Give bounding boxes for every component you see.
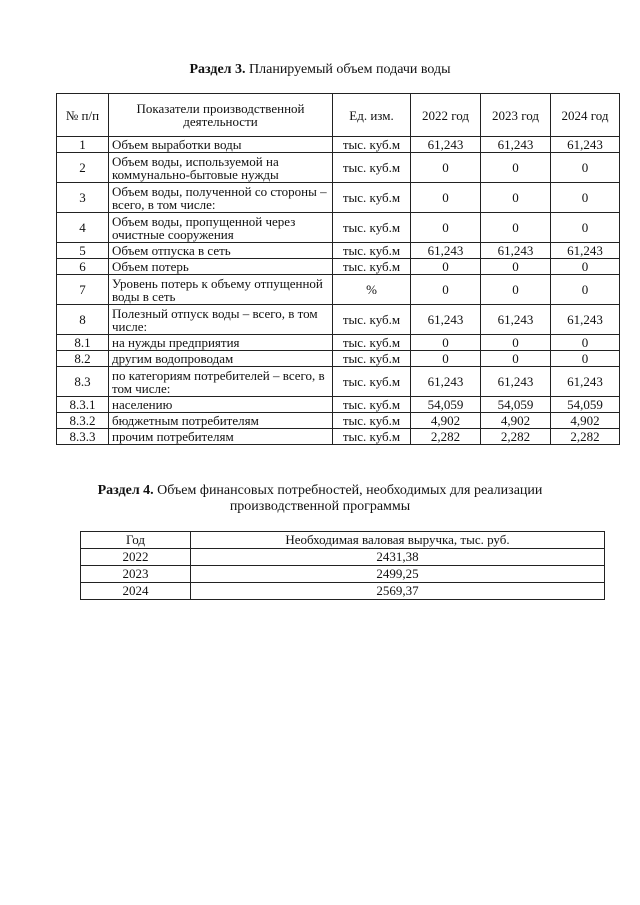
row-unit: тыс. куб.м — [333, 213, 411, 243]
row-number: 8.3.3 — [57, 429, 109, 445]
row-value-2024: 54,059 — [551, 397, 620, 413]
row-indicator: Объем воды, пропущенной через очистные сооружения — [109, 213, 333, 243]
row-value-2022: 61,243 — [411, 305, 481, 335]
row-unit: тыс. куб.м — [333, 305, 411, 335]
table-row — [57, 305, 620, 335]
row-value-2024: 61,243 — [551, 305, 620, 335]
row-value-2022: 0 — [411, 335, 481, 351]
row-indicator: бюджетным потребителям — [109, 413, 333, 429]
row-year: 2024 — [81, 583, 191, 600]
row-value-2022: 0 — [411, 259, 481, 275]
row-value-2024: 0 — [551, 259, 620, 275]
section4-title-line1: Объем финансовых потребностей, необходимых для реализации — [153, 483, 543, 498]
row-unit: тыс. куб.м — [333, 243, 411, 259]
row-number: 3 — [57, 183, 109, 213]
table-row — [57, 413, 620, 429]
finance-table — [80, 531, 605, 600]
row-year: 2023 — [81, 566, 191, 583]
row-value-2023: 0 — [481, 183, 551, 213]
row-value-2022: 0 — [411, 153, 481, 183]
row-value-2022: 4,902 — [411, 413, 481, 429]
row-unit: тыс. куб.м — [333, 137, 411, 153]
row-value-2023: 0 — [481, 351, 551, 367]
row-value-2024: 2,282 — [551, 429, 620, 445]
row-unit: тыс. куб.м — [333, 259, 411, 275]
row-value-2023: 0 — [481, 153, 551, 183]
row-value-2022: 0 — [411, 275, 481, 305]
row-value-2024: 0 — [551, 183, 620, 213]
row-indicator: Объем выработки воды — [109, 137, 333, 153]
section3-title — [0, 62, 640, 78]
row-number: 8.1 — [57, 335, 109, 351]
row-indicator: Объем воды, используемой на коммунально-бытовые нужды — [109, 153, 333, 183]
row-indicator: Объем потерь — [109, 259, 333, 275]
row-value-2023: 0 — [481, 335, 551, 351]
header-2023: 2023 год — [481, 94, 551, 137]
row-unit: тыс. куб.м — [333, 183, 411, 213]
table-header-row — [57, 94, 620, 137]
table-row — [57, 351, 620, 367]
section4-title-line2: производственной программы — [229, 499, 411, 514]
row-value-2022: 0 — [411, 183, 481, 213]
row-value-2023: 4,902 — [481, 413, 551, 429]
row-value-2022: 54,059 — [411, 397, 481, 413]
row-indicator: Уровень потерь к объему отпущенной воды в сеть — [109, 275, 333, 305]
table-row — [81, 583, 605, 600]
row-value-2022: 0 — [411, 351, 481, 367]
row-value-2023: 0 — [481, 275, 551, 305]
table-row — [57, 429, 620, 445]
row-value-2023: 54,059 — [481, 397, 551, 413]
row-value-2023: 61,243 — [481, 137, 551, 153]
header-year: Год — [81, 532, 191, 549]
row-number: 2 — [57, 153, 109, 183]
row-unit: тыс. куб.м — [333, 153, 411, 183]
table-row — [81, 566, 605, 583]
row-value-2024: 61,243 — [551, 243, 620, 259]
table-row — [57, 153, 620, 183]
row-number: 8.3.2 — [57, 413, 109, 429]
row-number: 1 — [57, 137, 109, 153]
row-unit: % — [333, 275, 411, 305]
header-indicator: Показатели производственной деятельности — [109, 94, 333, 137]
row-unit: тыс. куб.м — [333, 429, 411, 445]
row-unit: тыс. куб.м — [333, 367, 411, 397]
row-indicator: Полезный отпуск воды – всего, в том числе: — [109, 305, 333, 335]
row-indicator: на нужды предприятия — [109, 335, 333, 351]
row-value-2024: 0 — [551, 213, 620, 243]
row-indicator: прочим потребителям — [109, 429, 333, 445]
table-row — [57, 183, 620, 213]
row-number: 8.2 — [57, 351, 109, 367]
row-unit: тыс. куб.м — [333, 397, 411, 413]
row-year: 2022 — [81, 549, 191, 566]
table-row — [57, 397, 620, 413]
row-indicator: населению — [109, 397, 333, 413]
header-2024: 2024 год — [551, 94, 620, 137]
row-unit: тыс. куб.м — [333, 351, 411, 367]
row-number: 7 — [57, 275, 109, 305]
row-value-2024: 0 — [551, 153, 620, 183]
section3-label: Раздел 3. — [189, 62, 246, 77]
row-indicator: по категориям потребителей – всего, в том числе: — [109, 367, 333, 397]
row-value-2024: 61,243 — [551, 367, 620, 397]
row-indicator: Объем отпуска в сеть — [109, 243, 333, 259]
section4-title — [0, 483, 640, 515]
row-value-2024: 0 — [551, 275, 620, 305]
row-value-2023: 0 — [481, 213, 551, 243]
row-value-2022: 61,243 — [411, 367, 481, 397]
table-row — [57, 243, 620, 259]
table-row — [57, 367, 620, 397]
water-supply-table — [56, 93, 620, 445]
table-row — [57, 275, 620, 305]
row-number: 4 — [57, 213, 109, 243]
section3-title-text: Планируемый объем подачи воды — [245, 62, 451, 77]
row-value-2022: 2,282 — [411, 429, 481, 445]
row-indicator: другим водопроводам — [109, 351, 333, 367]
row-value-2022: 61,243 — [411, 137, 481, 153]
table-header-row — [81, 532, 605, 549]
row-number: 5 — [57, 243, 109, 259]
row-value-2024: 0 — [551, 351, 620, 367]
row-value-2024: 61,243 — [551, 137, 620, 153]
row-number: 8.3.1 — [57, 397, 109, 413]
table-row — [81, 549, 605, 566]
row-value-2023: 0 — [481, 259, 551, 275]
table-row — [57, 213, 620, 243]
row-value-2022: 61,243 — [411, 243, 481, 259]
row-revenue: 2569,37 — [191, 583, 605, 600]
row-value-2023: 61,243 — [481, 367, 551, 397]
row-revenue: 2431,38 — [191, 549, 605, 566]
row-value-2023: 61,243 — [481, 243, 551, 259]
row-number: 8 — [57, 305, 109, 335]
row-revenue: 2499,25 — [191, 566, 605, 583]
row-number: 6 — [57, 259, 109, 275]
row-unit: тыс. куб.м — [333, 335, 411, 351]
row-value-2022: 0 — [411, 213, 481, 243]
section4-label: Раздел 4. — [97, 483, 154, 498]
row-number: 8.3 — [57, 367, 109, 397]
table-row — [57, 335, 620, 351]
row-unit: тыс. куб.м — [333, 413, 411, 429]
row-value-2024: 0 — [551, 335, 620, 351]
header-2022: 2022 год — [411, 94, 481, 137]
row-value-2023: 61,243 — [481, 305, 551, 335]
row-indicator: Объем воды, полученной со стороны – всего, в том числе: — [109, 183, 333, 213]
row-value-2024: 4,902 — [551, 413, 620, 429]
table-row — [57, 259, 620, 275]
header-num: № п/п — [57, 94, 109, 137]
row-value-2023: 2,282 — [481, 429, 551, 445]
table-row — [57, 137, 620, 153]
header-revenue: Необходимая валовая выручка, тыс. руб. — [191, 532, 605, 549]
header-unit: Ед. изм. — [333, 94, 411, 137]
